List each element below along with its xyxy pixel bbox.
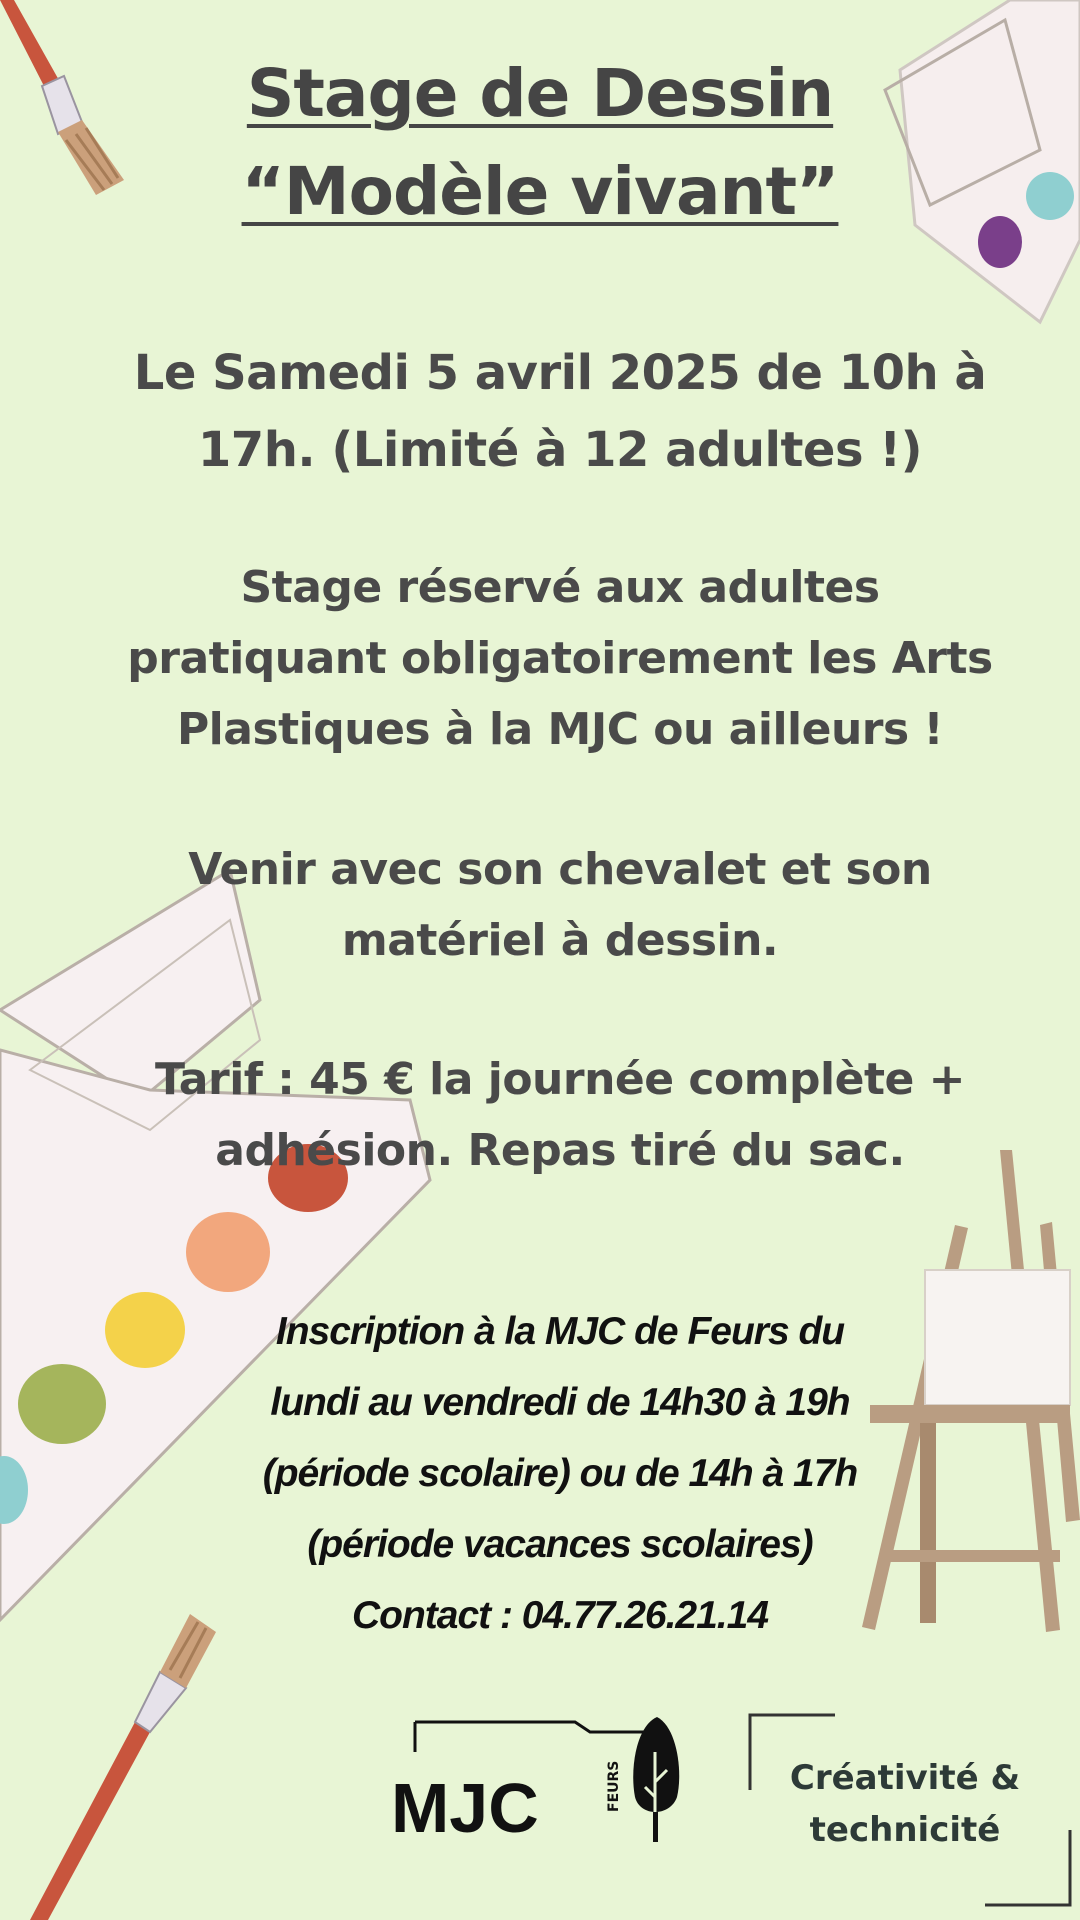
paintbrush-icon	[30, 1614, 216, 1920]
contact-phone: Contact : 04.77.26.21.14	[351, 1594, 769, 1637]
logo-text: MJC	[391, 1769, 539, 1847]
audience-line-1: Stage réservé aux adultes	[240, 562, 880, 613]
tagline	[770, 1752, 1040, 1856]
materials-line-1: Venir avec son chevalet et son	[188, 844, 932, 895]
registration-line-1: Inscription à la MJC de Feurs du	[275, 1310, 845, 1353]
tagline-line-1: Créativité &	[789, 1758, 1021, 1798]
registration-line-2: lundi au vendredi de 14h30 à 19h	[270, 1381, 850, 1424]
title-line-1: Stage de Dessin	[246, 55, 834, 132]
materials-info	[120, 834, 1000, 976]
tagline-line-2: technicité	[809, 1810, 1001, 1850]
audience-line-2: pratiquant obligatoirement les Arts	[127, 633, 993, 684]
audience-info	[120, 552, 1000, 765]
tree-icon	[633, 1717, 679, 1842]
date-line-1: Le Samedi 5 avril 2025 de 10h à	[133, 345, 987, 401]
registration-line-3: (période scolaire) ou de 14h à 17h	[262, 1452, 858, 1495]
materials-line-2: matériel à dessin.	[341, 915, 779, 966]
title-line-2: “Modèle vivant”	[241, 153, 839, 230]
logo-side-text: FEURS	[606, 1760, 622, 1812]
page-title	[0, 45, 1080, 241]
pricing-line-1: Tarif : 45 € la journée complète +	[154, 1054, 966, 1105]
audience-line-3: Plastiques à la MJC ou ailleurs !	[176, 704, 944, 755]
registration-line-4: (période vacances scolaires)	[307, 1523, 813, 1566]
date-line-2: 17h. (Limité à 12 adultes !)	[197, 422, 923, 478]
pricing-line-2: adhésion. Repas tiré du sac.	[215, 1125, 905, 1176]
date-info	[120, 335, 1000, 489]
mjc-logo	[385, 1712, 695, 1852]
registration-info	[200, 1296, 920, 1651]
pricing-info	[120, 1044, 1000, 1186]
